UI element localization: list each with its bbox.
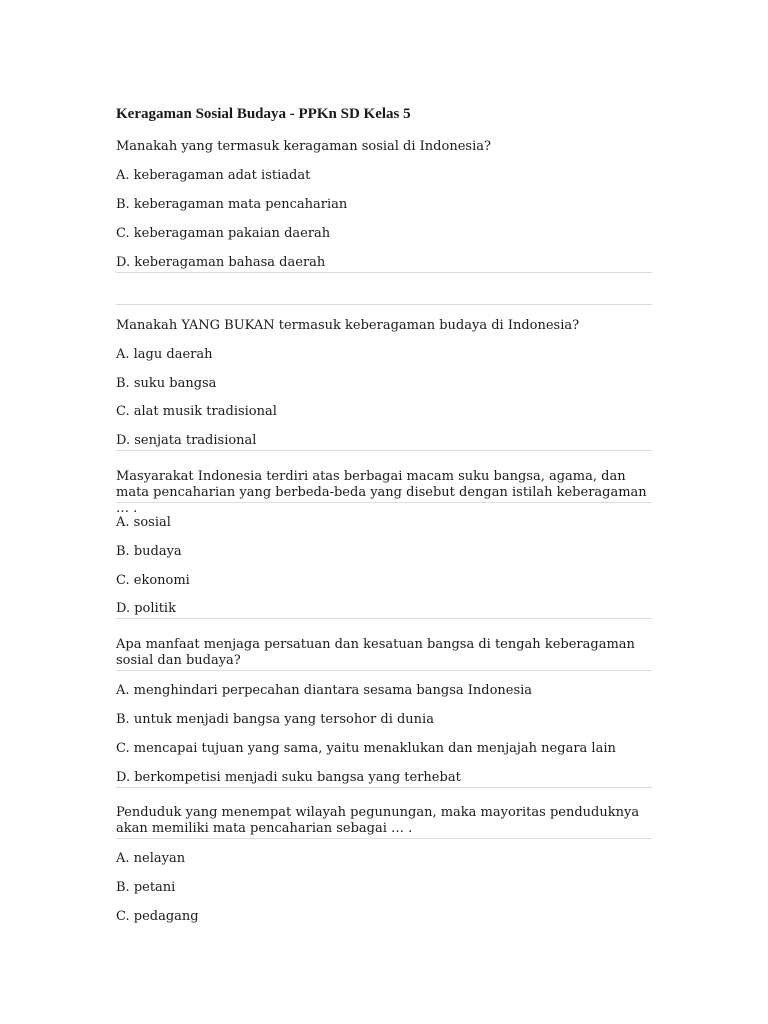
question-4-text: Apa manfaat menjaga persatuan dan kesatuan bangsa di tengah keberagaman sosial dan budaya? <box>116 637 635 668</box>
question-2-option-c: C. alat musik tradisional <box>116 404 277 419</box>
divider <box>116 304 652 305</box>
question-1-option-a: A. keberagaman adat istiadat <box>116 168 311 183</box>
question-4-option-b: B. untuk menjadi bangsa yang tersohor di dunia <box>116 712 434 727</box>
question-3-text: Masyarakat Indonesia terdiri atas berbagai macam suku bangsa, agama, dan mata pencaharian yang berbeda-beda yang disebut dengan istilah keberagaman … . <box>116 469 647 516</box>
question-2-option-d: D. senjata tradisional <box>116 433 257 448</box>
question-1-text: Manakah yang termasuk keragaman sosial di Indonesia? <box>116 139 491 154</box>
question-3-option-a: A. sosial <box>116 515 171 530</box>
question-5-option-c: C. pedagang <box>116 909 199 924</box>
question-5-text: Penduduk yang menempat wilayah pegunungan, maka mayoritas penduduknya akan memiliki mata pencaharian sebagai … . <box>116 805 640 836</box>
question-3-option-d: D. politik <box>116 601 176 616</box>
question-3-option-c: C. ekonomi <box>116 573 190 588</box>
divider <box>116 670 652 671</box>
question-1-option-c: C. keberagaman pakaian daerah <box>116 226 331 241</box>
divider <box>116 787 652 788</box>
divider <box>116 838 652 839</box>
question-2-option-b: B. suku bangsa <box>116 376 217 391</box>
question-1-option-b: B. keberagaman mata pencaharian <box>116 197 348 212</box>
question-5-option-b: B. petani <box>116 880 176 895</box>
divider <box>116 450 652 451</box>
question-1-option-d: D. keberagaman bahasa daerah <box>116 255 326 270</box>
question-4-option-d: D. berkompetisi menjadi suku bangsa yang terhebat <box>116 770 461 785</box>
question-3-option-b: B. budaya <box>116 544 182 559</box>
divider <box>116 618 652 619</box>
document-title: Keragaman Sosial Budaya - PPKn SD Kelas 5 <box>116 106 411 122</box>
question-5-option-a: A. nelayan <box>116 851 186 866</box>
question-4-option-a: A. menghindari perpecahan diantara sesama bangsa Indonesia <box>116 683 533 698</box>
divider <box>116 502 652 503</box>
question-2-text: Manakah YANG BUKAN termasuk keberagaman budaya di Indonesia? <box>116 318 580 333</box>
divider <box>116 272 652 273</box>
question-4-option-c: C. mencapai tujuan yang sama, yaitu menaklukan dan menjajah negara lain <box>116 741 616 756</box>
question-2-option-a: A. lagu daerah <box>116 347 213 362</box>
